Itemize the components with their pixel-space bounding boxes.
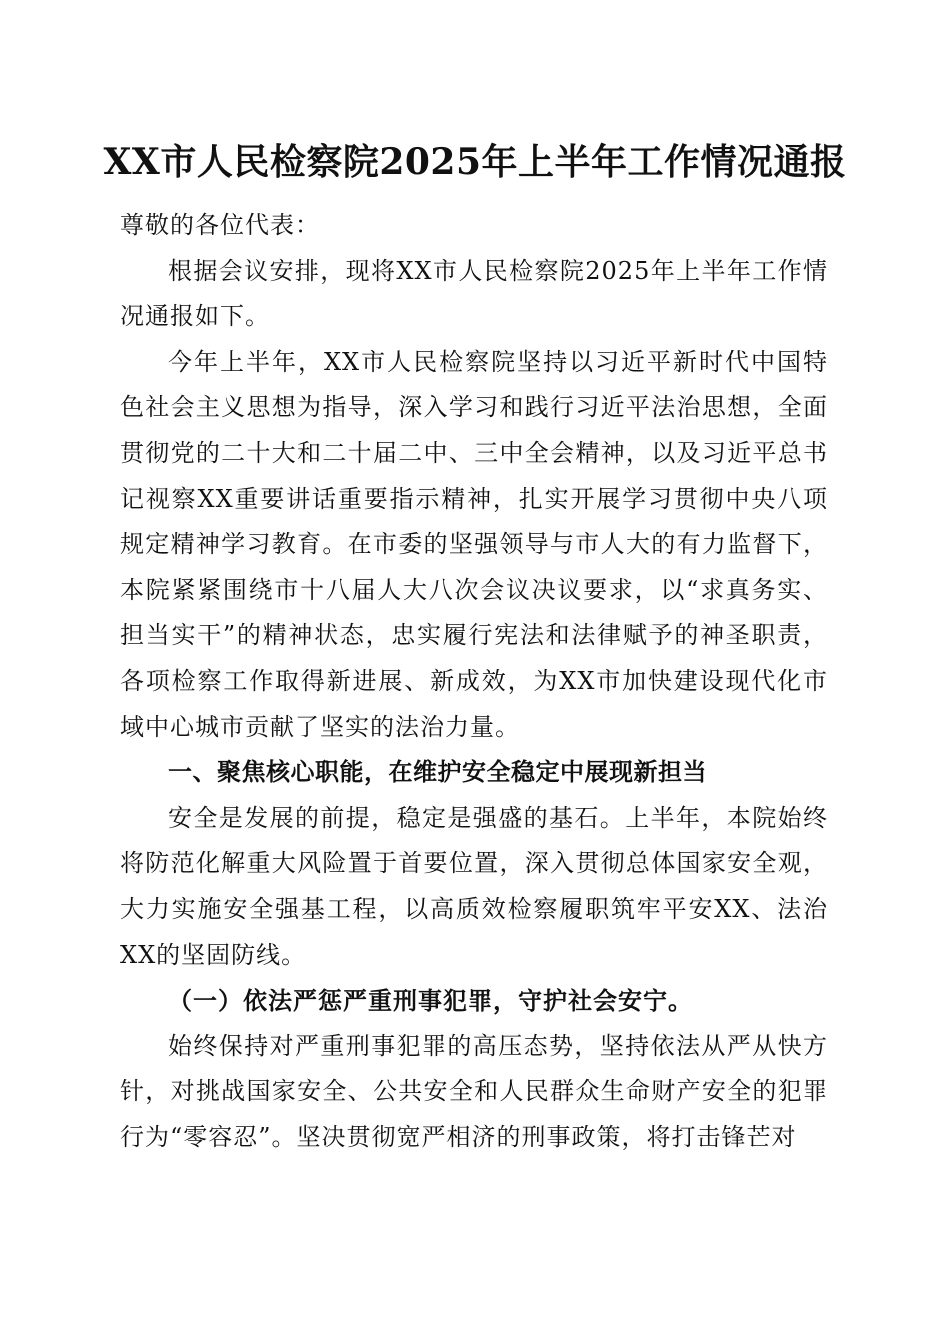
section-heading-1: 一、聚焦核心职能，在维护安全稳定中展现新担当 [168,758,707,787]
salutation: 尊敬的各位代表： [120,211,320,239]
subsection-1-paragraph: 始终保持对严重刑事犯罪的高压态势，坚持依法从严从快方针，对挑战国家安全、公共安全和人民群众生命财产安全的犯罪行为“零容忍”。坚决贯彻宽严相济的刑事政策，将打击锋芒对 [120,1031,828,1151]
document-title: XX市人民检察院2025年上半年工作情况通报 [103,141,847,183]
intro-paragraph: 根据会议安排，现将XX市人民检察院2025年上半年工作情况通报如下。 [120,256,828,331]
document-body [120,203,828,1160]
summary-paragraph: 今年上半年，XX市人民检察院坚持以习近平新时代中国特色社会主义思想为指导，深入学习和践行习近平法治思想，全面贯彻党的二十大和二十届二中、三中全会精神，以及习近平总书记视察XX重要讲话重要指示精神，扎实开展学习贯彻中央八项规定精神学习教育。在市委的坚强领导与市人大的有力监督下，本院紧紧围绕市十八届人大八次会议决议要求，以“求真务实、担当实干”的精神状态，忠实履行宪法和法律赋予的神圣职责，各项检察工作取得新进展、新成效，为XX市加快建设现代化市域中心城市贡献了坚实的法治力量。 [120,347,828,741]
subsection-heading-1: （一）依法严惩严重刑事犯罪，守护社会安宁。 [168,986,693,1016]
section-1-paragraph: 安全是发展的前提，稳定是强盛的基石。上半年，本院始终将防范化解重大风险置于首要位置，深入贯彻总体国家安全观，大力实施安全强基工程，以高质效检察履职筑牢平安XX、法治XX的坚固防线。 [120,803,828,969]
